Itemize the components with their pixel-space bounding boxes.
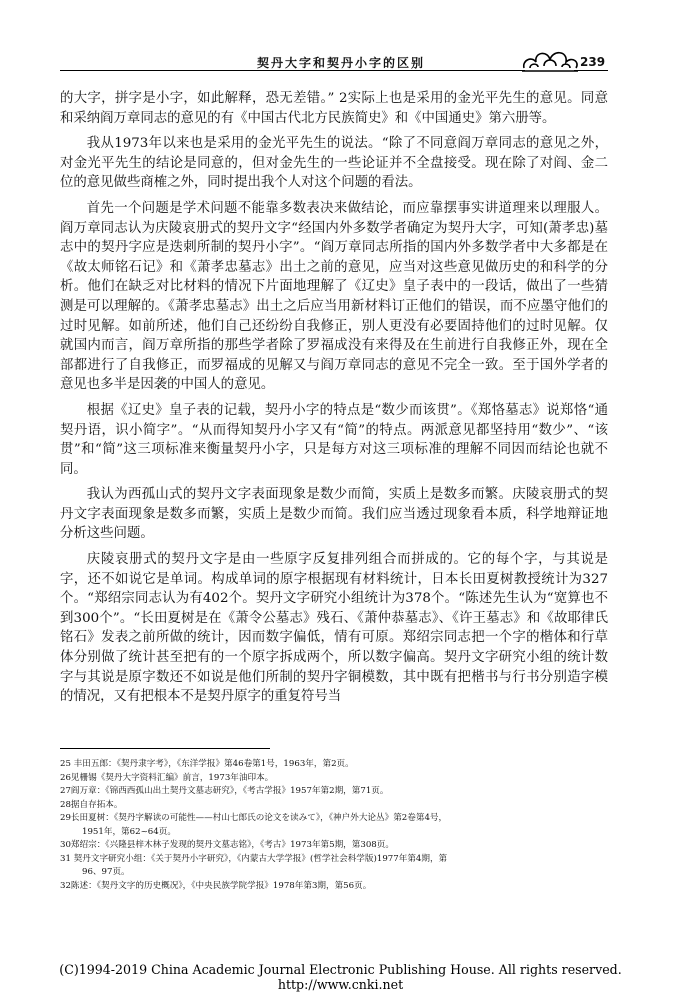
footnote (60, 853, 608, 880)
paragraph: 首先一个问题是学术问题不能靠多数表决来做结论，而应靠摆事实讲道理来以理服人。阎万章同志认为庆陵哀册式的契丹文字“经国内外多数学者确定为契丹大字，可知(萧孝忠)墓志中的契丹字应是迭刺所制的契丹小字”。“阎万章同志所指的国内外多数学者中大多都是在《故太师铭石记》和《萧孝忠墓志》出土之前的意见，应当对这些意见做历史的和科学的分析。他们在缺乏对比材料的情况下片面地理解了《辽史》皇子表中的一段话，做出了一些猜测是可以理解的。《萧孝忠墓志》出土之后应当用新材料订正他们的错误，而不应墨守他们的过时见解。如前所述，他们自己还纷纷自我修正，别人更没有必要固持他们的过时见解。仅就国内而言，阎万章所指的那些学者除了罗福成没有来得及在生前进行自我修正外，现在全部都进行了自我修正，而罗福成的见解又与阎万章同志的意见不完全一致。至于国外学者的意见也多半是因袭的中国人的意见。 (60, 200, 608, 393)
running-header-title: 契丹大字和契丹小字的区别 (256, 56, 425, 70)
footnote (60, 880, 608, 894)
footnote (60, 799, 608, 813)
page-number-rule (574, 70, 608, 71)
footnote (60, 812, 608, 839)
footnote-continuation: 96、97页。 (82, 867, 130, 877)
footnote-continuation: 1951年，第62~64页。 (82, 826, 176, 837)
footnotes (60, 758, 608, 893)
footnote-text: 31 契丹文字研究小组：《关于契丹小字研究》，《内蒙古大学学报》(哲学社会科学版)1977年第4期，第 (60, 853, 448, 864)
paragraph: 的大字，拼字是小字，如此解释，恐无差错。” 2实际上也是采用的金光平先生的意见。同意和采纳阎万章同志的意见的有《中国古代北方民族简史》和《中国通史》第六册等。 (60, 91, 608, 126)
cloud-ornament-icon (520, 42, 582, 78)
footnote-text: 32陈述：《契丹文字的历史概况》，《中央民族学院学报》1978年第3期，第56页。 (60, 880, 372, 891)
footnote-text: 25 丰田五郎：《契丹隶字考》，《东洋学报》第46卷第1号，1963年，第2页。 (60, 759, 354, 769)
copyright-notice: (C)1994-2019 China Academic Journal Electronic Publishing House. All rights reserved. http://www.cnki.net (59, 962, 622, 992)
footnote-text: 30郑绍宗：《兴隆县梓木林子发现的契丹文墓志铭》，《考古》1973年第5期，第308页。 (60, 840, 394, 850)
footnote (60, 785, 608, 799)
footnote-text: 28据自存拓本。 (60, 799, 123, 810)
paragraph: 庆陵哀册式的契丹文字是由一些原字反复排列组合而拼成的。它的每个字，与其说是字，还不如说它是单词。构成单词的原字根据现有材料统计，日本长田夏树教授统计为327个。“郑绍宗同志认为有402个。契丹文字研究小组统计为378个。“陈述先生认为“宽算也不到300个”。“长田夏树是在《萧令公墓志》残石、《萧仲恭墓志》、《许王墓志》和《故耶律氏铭石》发表之前所做的统计，因而数字偏低，情有可原。郑绍宗同志把一个字的楷体和行草体分别做了统计甚至把有的一个原字拆成两个，所以数字偏高。契丹文字研究小组的统计数字与其说是原字数还不如说是他们所制的契丹字铜模数，其中既有把楷书与行书分别造字模的情况，又有把根本不是契丹原字的重复符号当 (60, 552, 608, 705)
footnote (60, 758, 608, 772)
paragraph: 根据《辽史》皇子表的记载，契丹小字的特点是“数少而该贯”。《郑恪墓志》说郑恪“通契丹语，识小简字”。“从而得知契丹小字又有“简”的特点。两派意见都坚持用“数少”、“该贯”和“简”这三项标准来衡量契丹小字，只是每方对这三项标准的理解不同因而结论也就不同。 (60, 402, 608, 477)
paragraph: 我认为西孤山式的契丹文字表面现象是数少而简，实质上是数多而繁。庆陵哀册式的契丹文字表面现象是数多而繁，实质上是数少而简。我们应当透过现象看本质，科学地辩证地分析这些问题。 (60, 487, 608, 542)
footnote-text: 27阎万章：《锦西西孤山出土契丹文墓志研究》，《考古学报》1957年第2期，第71页。 (60, 786, 389, 796)
body-text (60, 89, 608, 713)
header-rule (60, 70, 525, 71)
footnote-text: 26见栅锡《契丹大字资料汇编》前言，1973年油印本。 (60, 772, 274, 783)
footnote-text: 29长田夏树：《契丹字解读の可能性——村山七郎氏の论文を读みて》，《神户外大论丛》第2卷第4号， (60, 813, 448, 823)
footnote (60, 839, 608, 853)
footnote (60, 772, 608, 786)
page-number: 239 (580, 55, 606, 69)
footnote-separator (60, 748, 270, 749)
paragraph: 我从1973年以来也是采用的金光平先生的说法。“除了不同意阎万章同志的意见之外，对金光平先生的结论是同意的，但对金先生的一些论证并不全盘接受。现在除了对阎、金二位的意见做些商榷之外，同时提出我个人对这个问题的看法。 (60, 136, 608, 191)
